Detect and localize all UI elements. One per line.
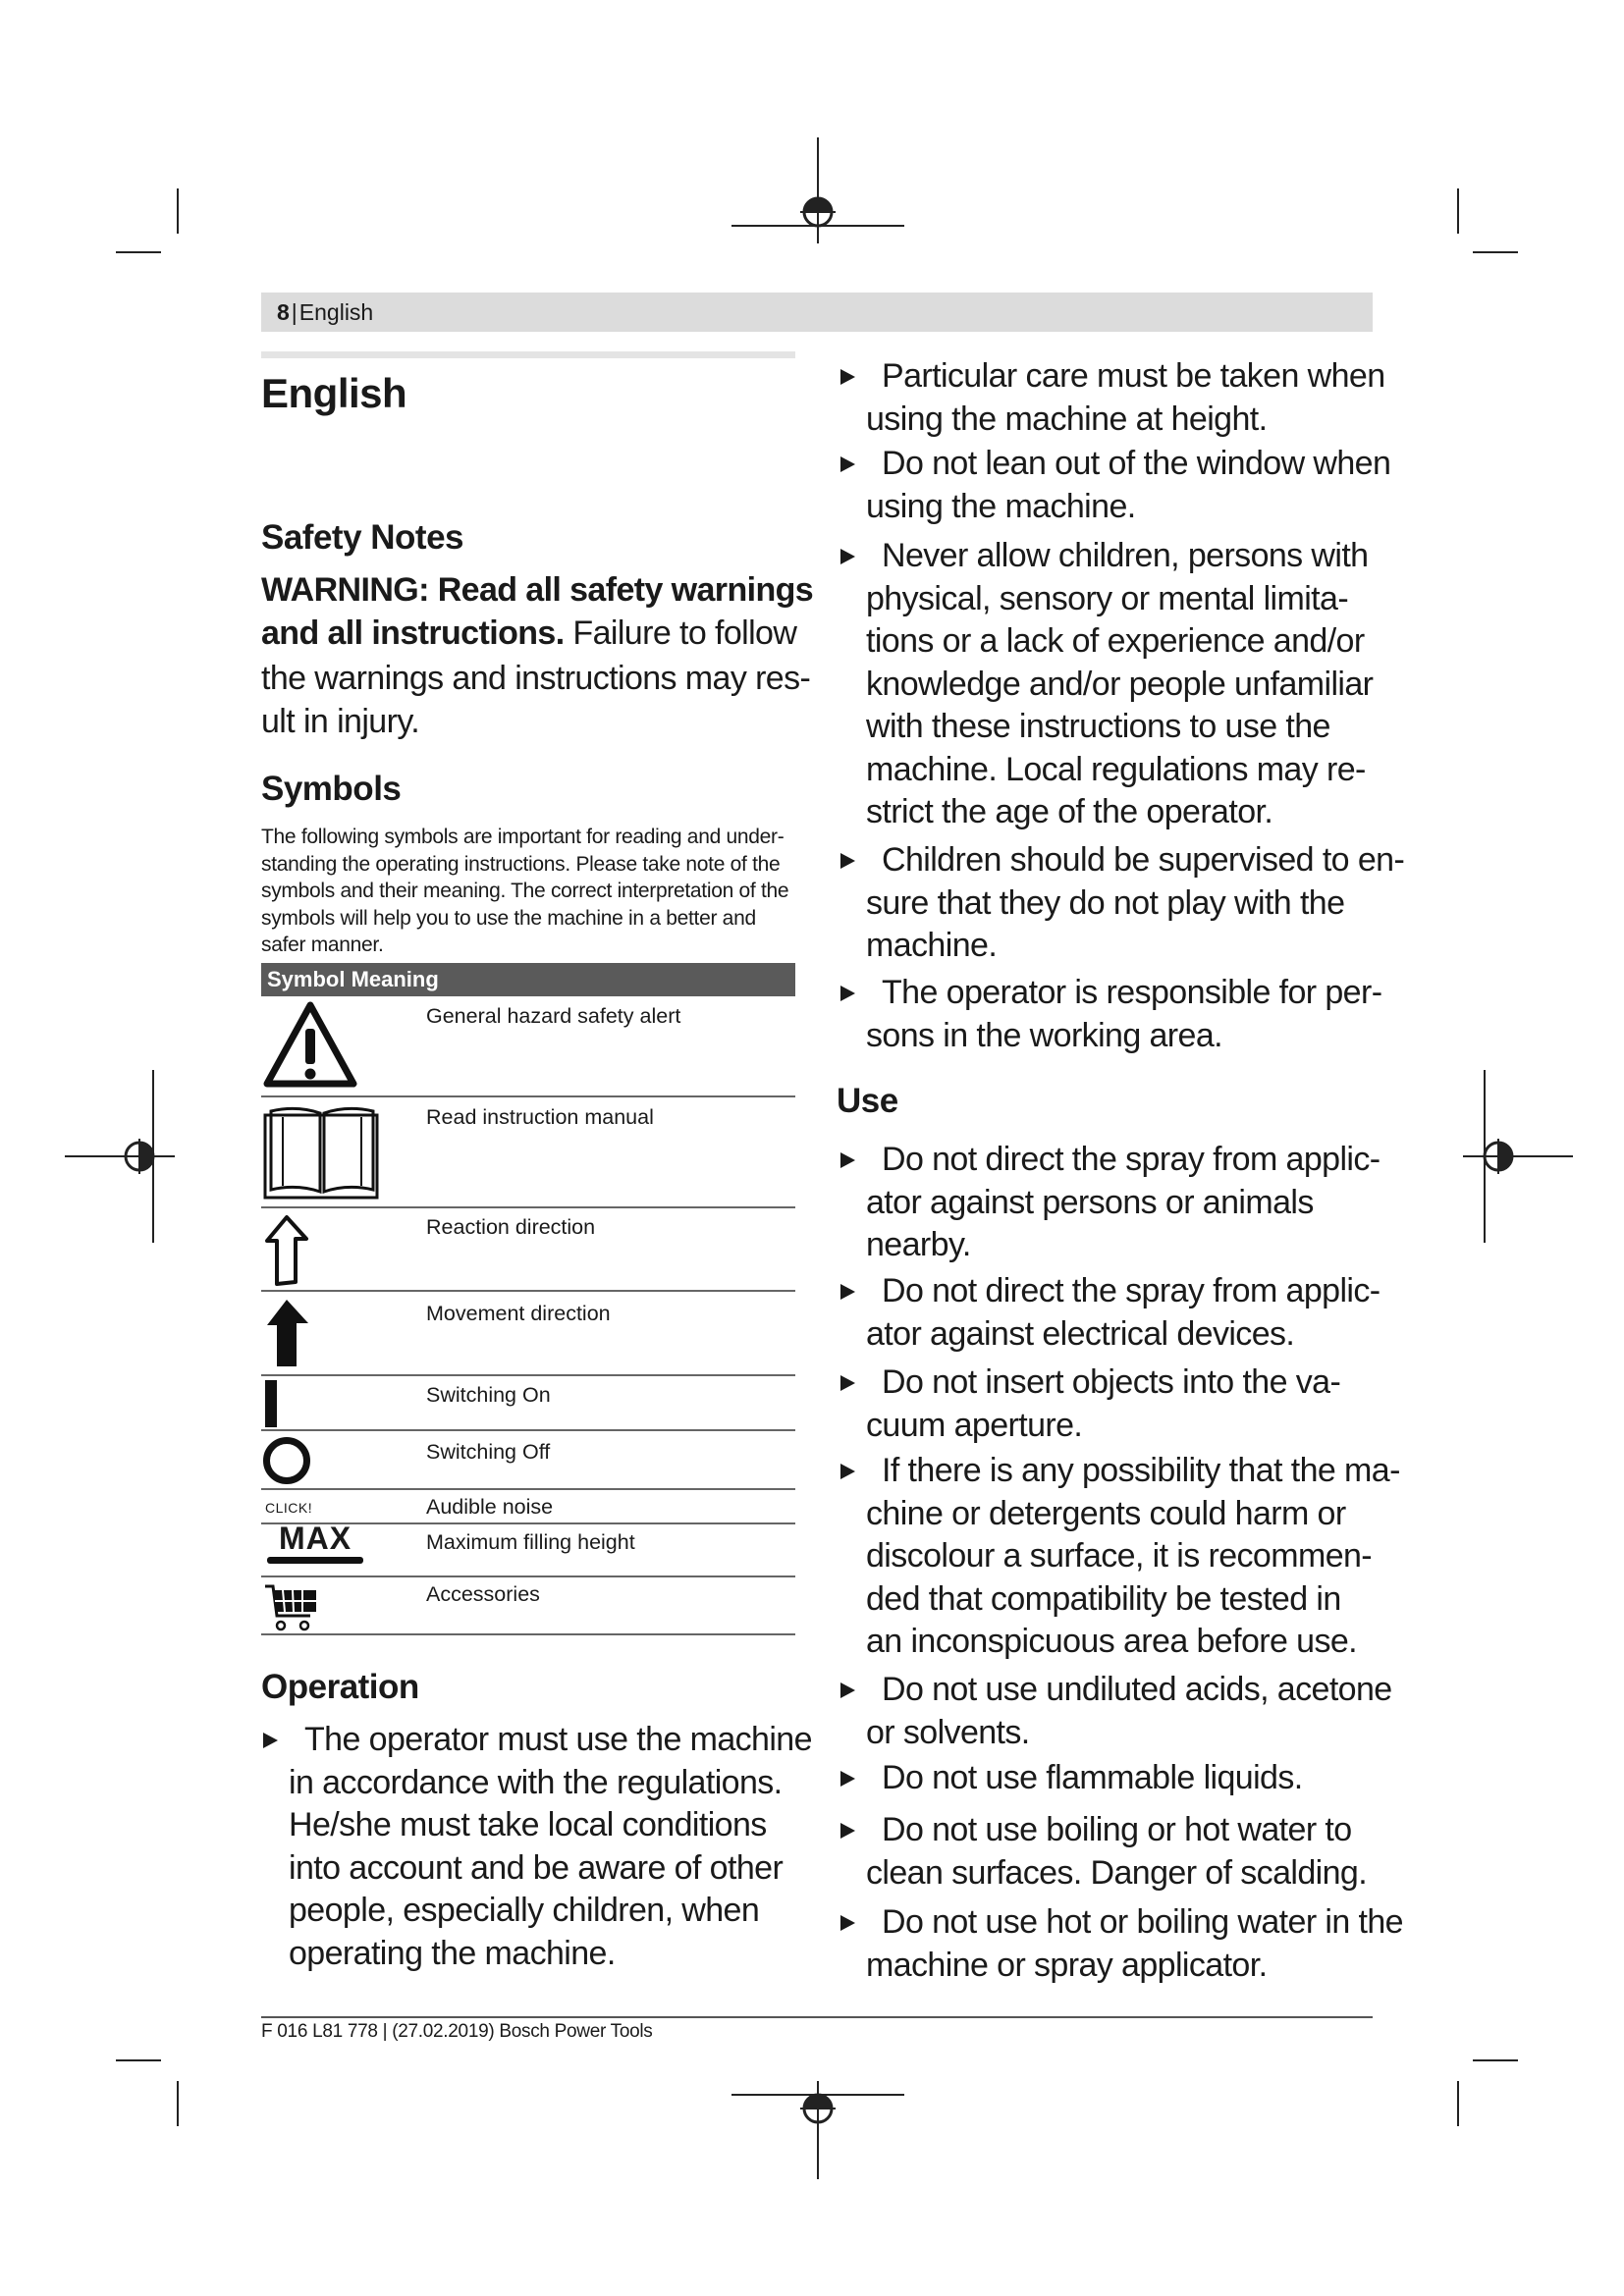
- table-row-divider: [261, 1095, 795, 1097]
- symbol-meaning: General hazard safety alert: [426, 1004, 681, 1028]
- bullet-line: Particular care must be taken when: [882, 357, 1385, 395]
- bullet-line: strict the age of the operator.: [866, 793, 1273, 830]
- table-row-divider: [261, 1575, 795, 1577]
- bullet-marker-icon: [840, 1915, 855, 1931]
- bullet-line: The operator is responsible for per-: [882, 974, 1382, 1011]
- bullet-line: Do not use boiling or hot water to: [882, 1811, 1352, 1848]
- page-header-bar: [261, 293, 1373, 332]
- symbol-meaning: Accessories: [426, 1582, 540, 1606]
- section-rule: [261, 351, 795, 358]
- bullet-line: ator against electrical devices.: [866, 1314, 1295, 1353]
- symbols-heading: Symbols: [261, 770, 402, 808]
- bullet-line: sons in the working area.: [866, 1016, 1222, 1054]
- symbols-intro-line: safer manner.: [261, 934, 384, 957]
- symbol-meaning: Movement direction: [426, 1302, 611, 1325]
- bullet-marker-icon: [840, 1284, 855, 1300]
- bullet-line: machine.: [866, 927, 998, 964]
- symbols-intro-line: symbols and their meaning. The correct interpretation of the: [261, 880, 789, 903]
- power-off-circle-icon: [263, 1437, 310, 1484]
- registration-mark-left-icon: [65, 1070, 183, 1247]
- bullet-line: chine or detergents could harm or: [866, 1494, 1346, 1532]
- symbol-meaning: Maximum filling height: [426, 1530, 635, 1554]
- table-row-divider: [261, 1488, 795, 1490]
- warning-triangle-icon: [263, 999, 357, 1090]
- operation-heading: Operation: [261, 1668, 419, 1706]
- symbol-meaning: Read instruction manual: [426, 1105, 654, 1129]
- table-row-divider: [261, 1429, 795, 1431]
- bullet-marker-icon: [840, 549, 855, 564]
- bullet-line: cuum aperture.: [866, 1406, 1083, 1444]
- warning-bold-line: and all instructions.: [261, 614, 565, 652]
- bullet-line: physical, sensory or mental limita-: [866, 579, 1349, 617]
- symbol-meaning: Reaction direction: [426, 1215, 596, 1239]
- symbols-intro-line: symbols will help you to use the machine in a better and: [261, 906, 756, 930]
- registration-mark-right-icon: [1463, 1070, 1581, 1247]
- outline-arrow-up-icon: [263, 1213, 312, 1288]
- max-fill-line: [267, 1557, 363, 1564]
- bullet-line: discolour a surface, it is recommen-: [866, 1537, 1373, 1575]
- shopping-cart-icon: [263, 1580, 322, 1635]
- symbol-table-header: Symbol Meaning: [261, 963, 795, 996]
- symbol-meaning: Switching Off: [426, 1440, 551, 1464]
- bullet-line: knowledge and/or people unfamiliar: [866, 665, 1374, 703]
- bullet-line: Do not insert objects into the va-: [882, 1363, 1341, 1401]
- header-separator: |: [291, 299, 298, 325]
- warning-text-line: ult in injury.: [261, 702, 420, 740]
- table-row-divider: [261, 1206, 795, 1208]
- power-on-bar-icon: [265, 1380, 277, 1427]
- bullet-line: or solvents.: [866, 1713, 1030, 1751]
- bullet-line: operating the machine.: [289, 1934, 616, 1972]
- bullet-line: Do not direct the spray from applic-: [882, 1272, 1380, 1309]
- bullet-line: He/she must take local conditions: [289, 1806, 767, 1843]
- bullet-line: using the machine at height.: [866, 400, 1268, 438]
- click-text-icon: CLICK!: [265, 1500, 313, 1516]
- bullet-marker-icon: [840, 1152, 855, 1168]
- bullet-line: Children should be supervised to en-: [882, 841, 1405, 879]
- warning-text-line: the warnings and instructions may res-: [261, 660, 811, 697]
- warning-bold-line: WARNING: Read all safety warnings: [261, 571, 814, 609]
- bullet-line: into account and be aware of other: [289, 1848, 784, 1887]
- bullet-line: tions or a lack of experience and/or: [866, 622, 1365, 660]
- bullet-marker-icon: [840, 1464, 855, 1479]
- filled-arrow-up-icon: [263, 1296, 312, 1370]
- bullet-line: with these instructions to use the: [866, 708, 1330, 745]
- bullet-line: people, especially children, when: [289, 1892, 760, 1929]
- symbol-meaning: Audible noise: [426, 1495, 554, 1519]
- bullet-marker-icon: [840, 1375, 855, 1391]
- bullet-line: nearby.: [866, 1226, 971, 1263]
- bullet-marker-icon: [263, 1733, 278, 1748]
- bullet-marker-icon: [840, 1682, 855, 1698]
- max-label: MAX: [278, 1521, 352, 1556]
- bullet-line: Do not use flammable liquids.: [882, 1759, 1303, 1796]
- table-row-divider: [261, 1290, 795, 1292]
- bullet-line: Do not use undiluted acids, acetone: [882, 1671, 1392, 1708]
- bullet-line: Do not lean out of the window when: [882, 445, 1391, 482]
- book-icon: [263, 1103, 381, 1201]
- bullet-line: Do not direct the spray from applic-: [882, 1141, 1380, 1178]
- bullet-marker-icon: [840, 1823, 855, 1839]
- bullet-line: clean surfaces. Danger of scalding.: [866, 1853, 1368, 1892]
- safety-notes-heading: Safety Notes: [261, 518, 464, 557]
- bullet-line: If there is any possibility that the ma-: [882, 1452, 1400, 1489]
- table-row-divider: [261, 1374, 795, 1376]
- footer-rule: [261, 2016, 1373, 2018]
- page-title: English: [261, 370, 407, 416]
- table-row-divider: [261, 1633, 795, 1635]
- symbols-intro: [261, 824, 788, 959]
- bullet-line: ded that compatibility be tested in: [866, 1579, 1341, 1618]
- page-footer: F 016 L81 778 | (27.02.2019) Bosch Power Tools: [261, 2021, 653, 2042]
- bullet-marker-icon: [840, 456, 855, 472]
- bullet-marker-icon: [840, 986, 855, 1001]
- bullet-marker-icon: [840, 369, 855, 385]
- bullet-line: in accordance with the regulations.: [289, 1763, 783, 1801]
- bullet-line: machine. Local regulations may re-: [866, 750, 1366, 788]
- bullet-line: ator against persons or animals: [866, 1183, 1314, 1221]
- registration-mark-bottom-icon: [731, 2081, 908, 2189]
- registration-mark-top-icon: [731, 137, 908, 245]
- bullet-marker-icon: [840, 853, 855, 869]
- page-number: 8: [277, 299, 290, 325]
- symbols-intro-line: The following symbols are important for reading and under-: [261, 826, 785, 848]
- bullet-line: The operator must use the machine: [304, 1721, 812, 1758]
- page-header: [277, 298, 373, 326]
- bullet-line: machine or spray applicator.: [866, 1946, 1268, 1984]
- max-fill-icon: [267, 1522, 363, 1564]
- bullet-line: Do not use hot or boiling water in the: [882, 1903, 1403, 1941]
- warning-text-line: Failure to follow: [572, 614, 797, 652]
- symbols-intro-line: standing the operating instructions. Please take note of the: [261, 852, 781, 876]
- bullet-marker-icon: [840, 1771, 855, 1787]
- bullet-line: Never allow children, persons with: [882, 537, 1369, 574]
- use-heading: Use: [837, 1082, 898, 1120]
- bullet-line: sure that they do not play with the: [866, 883, 1345, 922]
- header-language: English: [298, 299, 374, 325]
- symbol-meaning: Switching On: [426, 1383, 551, 1407]
- bullet-line: using the machine.: [866, 487, 1136, 525]
- warning-paragraph: [261, 569, 814, 743]
- bullet-line: an inconspicuous area before use.: [866, 1623, 1357, 1660]
